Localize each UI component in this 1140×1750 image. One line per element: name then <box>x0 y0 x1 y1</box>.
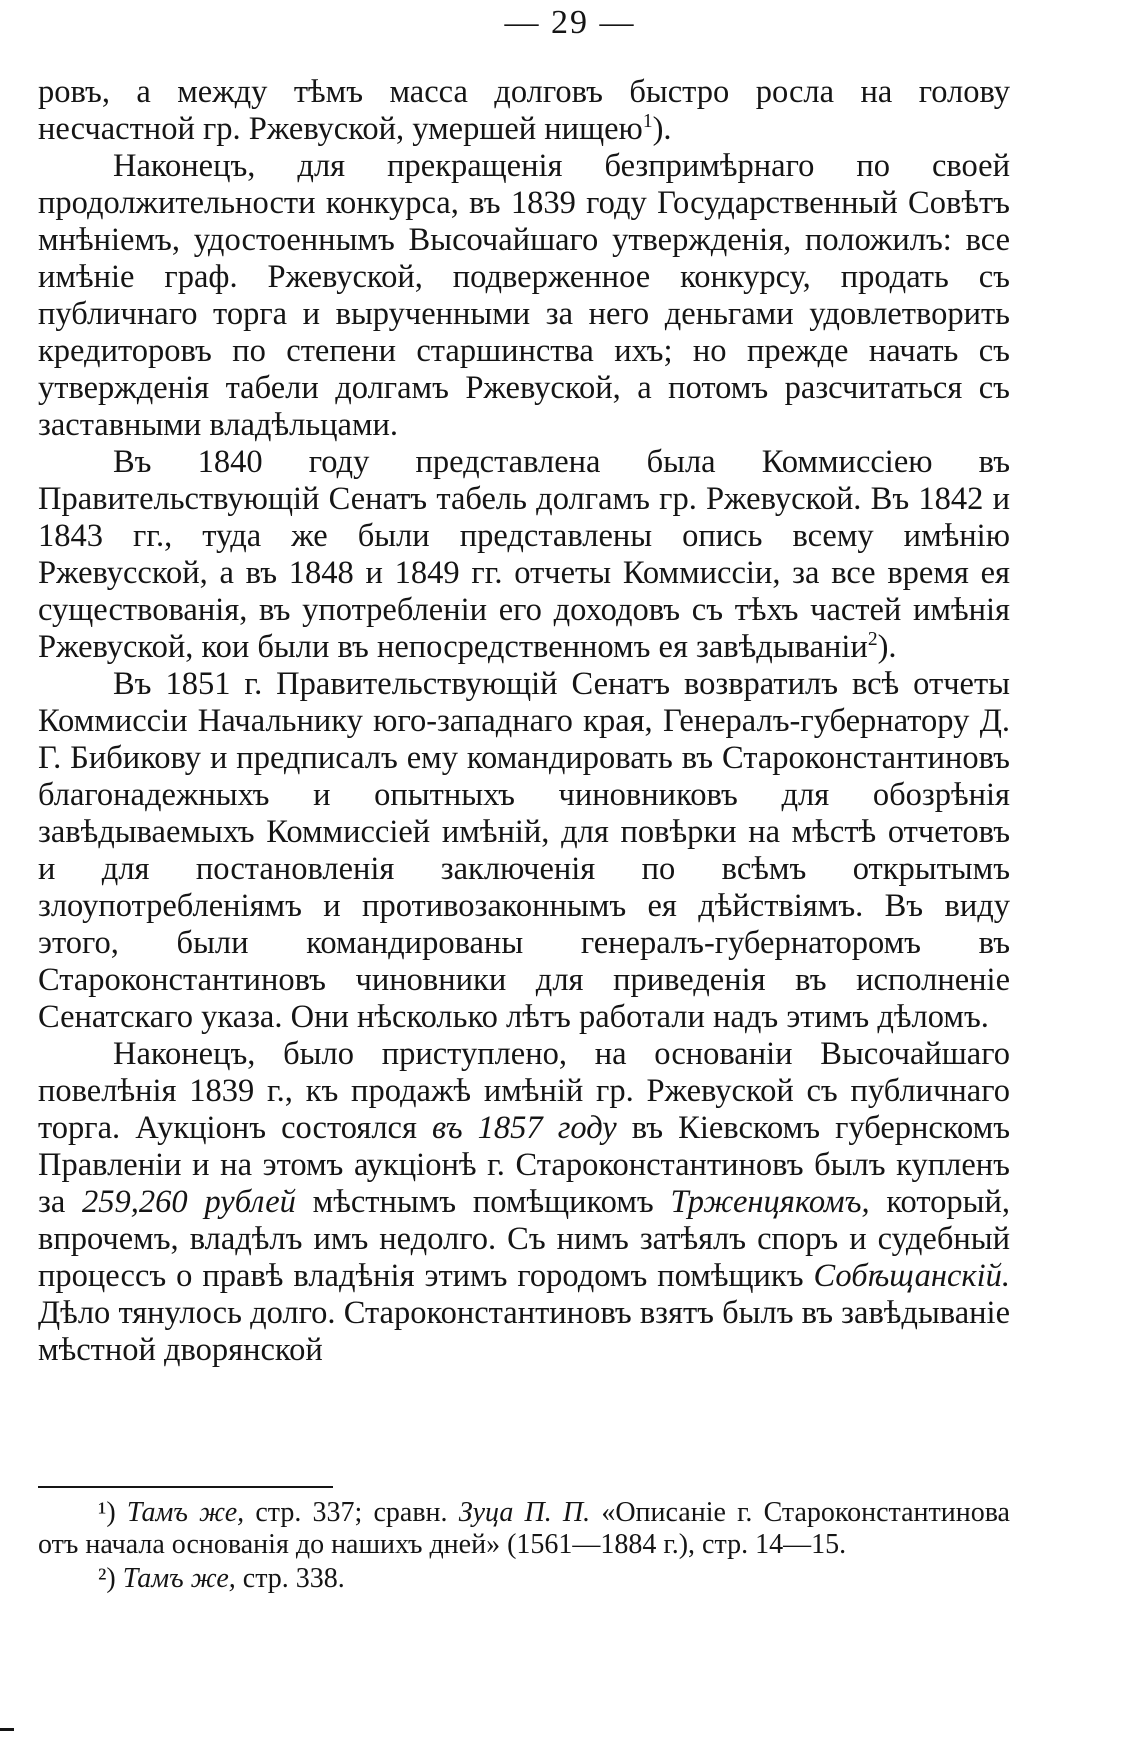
paragraph-text: мѣстнымъ помѣщикомъ <box>295 1184 671 1220</box>
footnote-divider <box>38 1486 333 1488</box>
paragraph <box>38 74 1010 148</box>
paragraph-text: Дѣло тянулось долго. Староконстантиновъ взятъ былъ въ завѣдываніе мѣстной дворянской <box>38 1295 1010 1368</box>
footnote-author: Зуца П. П. <box>458 1497 591 1528</box>
footnote-reference[interactable]: 1 <box>642 111 653 133</box>
paragraph: Наконецъ, для прекращенія безпримѣрнаго по своей продолжительности конкурса, въ 1839 году Государственный Совѣтъ мнѣніемъ, удостоеннымъ Высочайшаго утвержденія, положилъ: все имѣніе граф. Ржевуской, подверженное конкурсу, продать съ публичнаго торга и вырученными за него деньгами удовлетворить кредиторовъ по степени старшинства ихъ; но прежде начать съ утвержденія табели долгамъ Ржевуской, а потомъ разсчитаться съ заставными владѣльцами. <box>38 148 1010 443</box>
paragraph <box>38 1036 1010 1369</box>
footnote-source: Тамъ же, <box>126 1497 245 1528</box>
paragraph-text: въ Кіевскомъ губернскомъ Правленіи и на этомъ аукціонѣ г. Староконстантиновъ былъ купленъ за <box>38 1110 1010 1220</box>
paragraph <box>38 444 1010 666</box>
emphasis-price: 259,260 рублей <box>82 1184 296 1220</box>
paragraph-text: Наконецъ, было приступлено, на основаніи Высочайшаго повелѣнія 1839 г., къ продажѣ имѣній гр. Ржевуской съ публичнаго торга. Аукціонъ состоялся <box>38 1036 1010 1146</box>
footnotes <box>38 1497 1010 1597</box>
footnote-marker: ²) <box>98 1563 116 1594</box>
footnote-reference[interactable]: 2 <box>867 629 878 651</box>
page-number: — 29 — <box>504 4 636 41</box>
footnote <box>38 1497 1010 1561</box>
body-text <box>38 74 1010 1369</box>
footnote-text: стр. 338. <box>235 1563 345 1594</box>
footnote-text: стр. 337; сравн. <box>244 1497 459 1528</box>
emphasis-date: въ 1857 году <box>432 1110 617 1146</box>
paragraph: Въ 1851 г. Правительствующій Сенатъ возвратилъ всѣ отчеты Коммиссіи Начальнику юго-западнаго края, Генералъ-губернатору Д. Г. Бибикову и предписалъ ему командировать въ Староконстантиновъ благонадежныхъ и опытныхъ чиновниковъ для обозрѣнія завѣдываемыхъ Коммиссіей имѣній, для повѣрки на мѣстѣ отчетовъ и для постановленія заключенія по всѣмъ открытымъ злоупотребленіямъ и противозаконнымъ ея дѣйствіямъ. Въ виду этого, были командированы генералъ-губернаторомъ въ Староконстантиновъ чиновники для приведенія въ исполненіе Сенатскаго указа. Они нѣсколько лѣтъ работали надъ этимъ дѣломъ. <box>38 666 1010 1035</box>
paragraph-text: ровъ, а между тѣмъ масса долговъ быстро росла на голову несчастной гр. Ржевуской, умершей нищею <box>38 74 1010 147</box>
footnote-marker: ¹) <box>98 1497 116 1528</box>
emphasis-name: Трженцякомъ, <box>670 1184 870 1220</box>
paragraph-text: Въ 1840 году представлена была Коммиссіею въ Правительствующій Сенатъ табель долгамъ гр. Ржевуской. Въ 1842 и 1843 гг., туда же были представлены опись всему имѣнію Ржевусской, а въ 1848 и 1849 гг. отчеты Коммиссіи, за все время ея существованія, въ употребленіи его доходовъ съ тѣхъ частей имѣнія Ржевуской, кои были въ непосредственномъ ея завѣдываніи <box>38 444 1010 665</box>
paragraph-text: ). <box>652 111 672 147</box>
margin-mark <box>0 1728 14 1731</box>
footnote <box>38 1563 1010 1595</box>
emphasis-name: Собѣщанскій. <box>813 1258 1010 1294</box>
footnote-source: Тамъ же, <box>122 1563 236 1594</box>
paragraph-text: который, впрочемъ, владѣлъ имъ недолго. Съ нимъ затѣялъ споръ и судебный процессъ о правѣ владѣнія этимъ городомъ помѣщикъ <box>38 1184 1010 1294</box>
paragraph-text: ). <box>877 629 897 665</box>
footnote-text: «Описаніе г. Староконстантинова отъ начала основанія до нашихъ дней» (1561—1884 г.), стр. 14—15. <box>38 1497 1010 1560</box>
